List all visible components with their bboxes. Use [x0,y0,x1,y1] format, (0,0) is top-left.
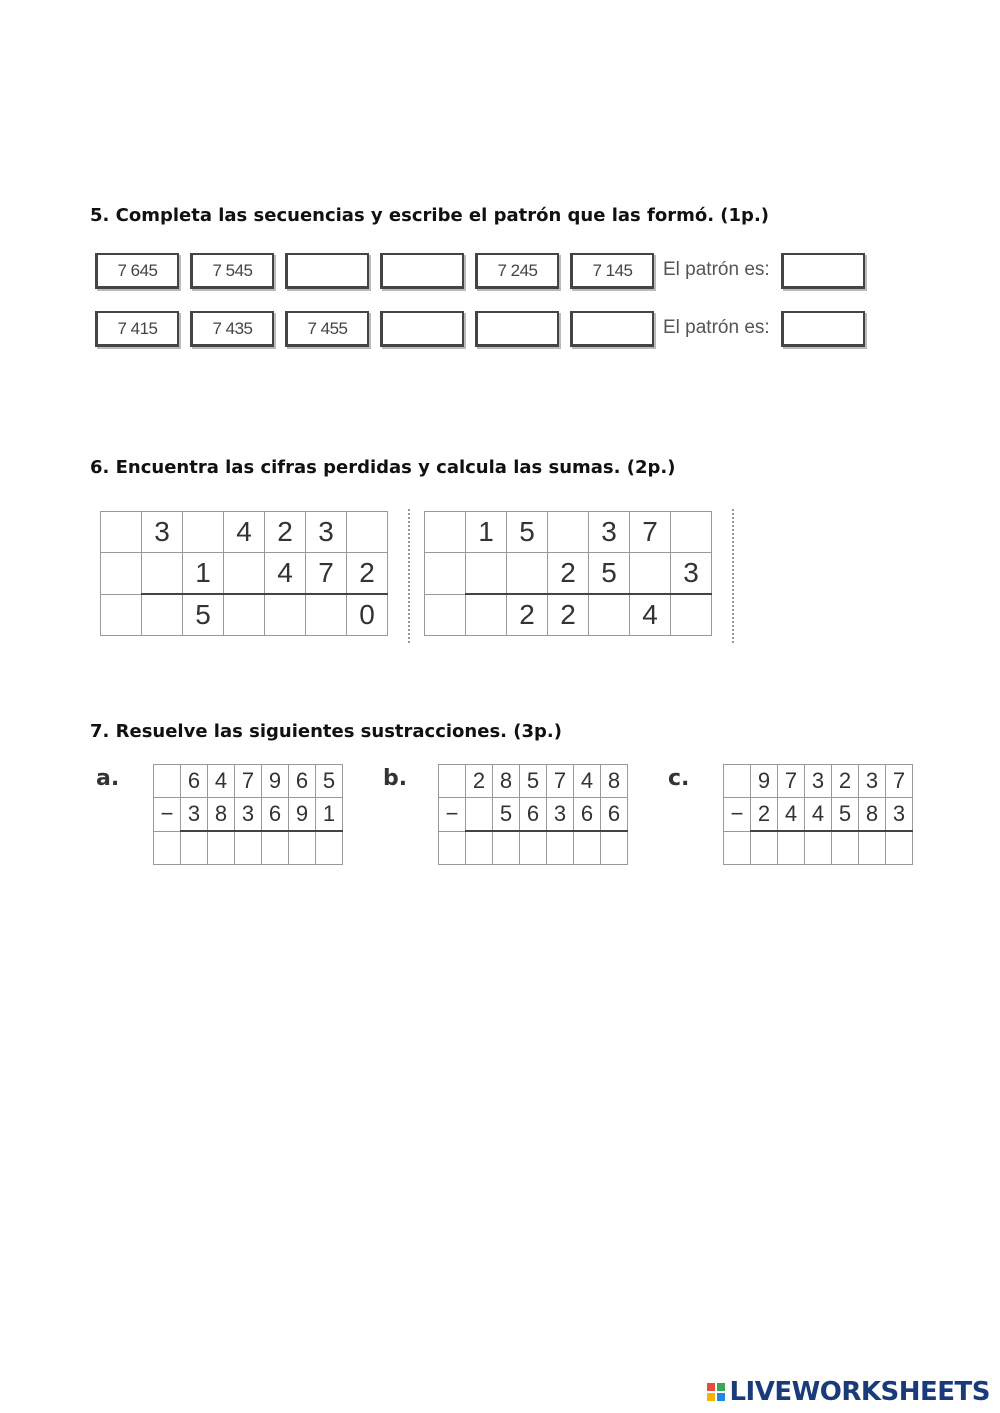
grid-cell[interactable] [630,553,671,595]
answer-cell[interactable] [547,831,574,865]
grid-digit: 5 [507,512,548,553]
grid-digit: 4 [208,765,235,798]
sequence-answer-box[interactable] [570,311,654,347]
grid-digit: 7 [630,512,671,553]
addition-grid-1 [100,511,388,636]
grid-cell[interactable] [425,553,466,595]
pattern-answer-box[interactable] [781,253,865,289]
grid-digit: 5 [832,798,859,832]
grid-digit: 4 [265,553,306,595]
grid-cell[interactable] [101,553,142,595]
problem-label-a: a. [96,766,120,791]
sequence-box: 7 645 [95,253,179,289]
sequence-answer-input[interactable] [290,257,365,284]
logo-square-3 [707,1393,715,1401]
subtraction-grid-b [438,764,628,865]
digit-input[interactable] [520,832,546,864]
answer-cell[interactable] [154,831,181,865]
digit-input[interactable] [224,595,264,635]
digit-input[interactable] [859,832,885,864]
addition-grid-2 [424,511,712,636]
sequence-answer-box[interactable] [380,253,464,289]
grid-cell[interactable] [466,553,507,595]
logo-text: LIVEWORKSHEETS [729,1377,990,1407]
grid-digit [154,765,181,798]
grid-digit: 4 [778,798,805,832]
grid-digit: 3 [181,798,208,832]
grid-digit: 3 [859,765,886,798]
digit-input[interactable] [466,595,506,635]
grid-digit [724,765,751,798]
grid-cell[interactable] [671,512,712,553]
answer-cell[interactable] [181,831,208,865]
liveworksheets-logo [707,1377,990,1407]
grid-digit: 3 [235,798,262,832]
grid-digit: 3 [805,765,832,798]
grid-cell[interactable] [548,512,589,553]
grid-cell[interactable] [101,594,142,636]
grid-digit: 6 [574,798,601,832]
answer-cell[interactable] [208,831,235,865]
grid-digit: 2 [751,798,778,832]
grid-digit: 5 [493,798,520,832]
sequence-answer-box[interactable] [285,253,369,289]
sequence-answer-box[interactable] [380,311,464,347]
grid-digit: 7 [547,765,574,798]
grid-cell[interactable] [224,553,265,595]
answer-cell[interactable] [235,831,262,865]
digit-input[interactable] [235,832,261,864]
grid-digit: 2 [832,765,859,798]
answer-cell[interactable] [886,831,913,865]
digit-input[interactable] [548,512,588,552]
sequence-answer-input[interactable] [385,315,460,342]
grid-digit: 0 [347,594,388,636]
minus-sign: − [724,798,751,832]
grid-digit: 7 [235,765,262,798]
answer-cell[interactable] [466,831,493,865]
answer-cell[interactable] [805,831,832,865]
grid-cell[interactable] [347,512,388,553]
grid-cell[interactable] [306,594,347,636]
digit-input[interactable] [101,595,141,636]
sequence-box: 7 435 [190,311,274,347]
grid-digit: 1 [316,798,343,832]
grid-digit: 6 [289,765,316,798]
sequence-box: 7 455 [285,311,369,347]
logo-square-1 [707,1383,715,1391]
grid-digit: 2 [265,512,306,553]
digit-input[interactable] [425,512,465,552]
grid-digit: 3 [547,798,574,832]
digit-input[interactable] [425,553,465,594]
logo-square-2 [717,1383,725,1391]
grid-digit: 8 [208,798,235,832]
logo-square-4 [717,1393,725,1401]
digit-input[interactable] [183,512,223,552]
grid-digit: 4 [805,798,832,832]
digit-input[interactable] [425,595,465,636]
grid-cell[interactable] [142,553,183,595]
answer-cell[interactable] [493,831,520,865]
pattern-answer-input[interactable] [786,257,861,284]
digit-input[interactable] [671,512,711,552]
sequence-box: 7 415 [95,311,179,347]
grid-digit: 8 [601,765,628,798]
minus-sign: − [439,798,466,832]
digit-input[interactable] [224,553,264,593]
grid-digit: 2 [548,594,589,636]
grid-cell[interactable] [425,594,466,636]
digit-input[interactable] [601,832,627,864]
digit-input[interactable] [466,553,506,593]
grid-digit: 2 [548,553,589,595]
digit-input[interactable] [671,595,711,635]
sequence-answer-box[interactable] [475,311,559,347]
grid-digit: 9 [751,765,778,798]
answer-cell[interactable] [520,831,547,865]
sequence-answer-input[interactable] [385,257,460,284]
digit-input[interactable] [466,832,492,864]
digit-input[interactable] [886,832,912,864]
grid-cell[interactable] [589,594,630,636]
digit-input[interactable] [805,832,831,864]
digit-input[interactable] [101,512,141,552]
digit-input[interactable] [289,832,315,864]
digit-input[interactable] [724,832,750,865]
digit-input[interactable] [208,832,234,864]
digit-input[interactable] [778,832,804,864]
grid-digit: 9 [289,798,316,832]
grid-cell[interactable] [101,512,142,553]
grid-digit: 3 [886,798,913,832]
subtraction-grid-a [153,764,343,865]
grid-digit: 5 [520,765,547,798]
sequence-answer-input[interactable] [480,315,555,342]
grid-digit: 6 [262,798,289,832]
grid-digit: 7 [778,765,805,798]
sequence-box: 7 545 [190,253,274,289]
grid-digit: 8 [859,798,886,832]
grid-cell[interactable] [183,512,224,553]
grid-digit: 2 [466,765,493,798]
digit-input[interactable] [142,595,182,635]
grid-digit: 4 [574,765,601,798]
grid-digit: 7 [306,553,347,595]
grid-cell[interactable] [425,512,466,553]
grid-digit [466,798,493,832]
digit-input[interactable] [347,512,387,552]
answer-cell[interactable] [832,831,859,865]
grid-digit: 7 [886,765,913,798]
digit-input[interactable] [547,832,573,864]
problem-label-b: b. [383,766,408,791]
grid-digit: 4 [630,594,671,636]
grid-digit: 9 [262,765,289,798]
grid-digit: 3 [142,512,183,553]
grid-digit: 8 [493,765,520,798]
problem-label-c: c. [668,766,690,791]
sequence-box: 7 145 [570,253,654,289]
digit-input[interactable] [142,553,182,593]
digit-input[interactable] [751,832,777,864]
digit-input[interactable] [832,832,858,864]
grid-cell[interactable] [265,594,306,636]
answer-cell[interactable] [859,831,886,865]
digit-input[interactable] [306,595,346,635]
grid-cell[interactable] [507,553,548,595]
grid-digit: 6 [520,798,547,832]
digit-input[interactable] [154,832,180,865]
grid-cell[interactable] [466,594,507,636]
grid-digit: 2 [507,594,548,636]
grid-digit [439,765,466,798]
pattern-label: El patrón es: [663,259,770,280]
digit-input[interactable] [181,832,207,864]
digit-input[interactable] [101,553,141,594]
answer-cell[interactable] [574,831,601,865]
digit-input[interactable] [507,553,547,593]
digit-input[interactable] [630,553,670,593]
grid-digit: 3 [671,553,712,595]
answer-cell[interactable] [316,831,343,865]
exercise-5-heading: 5. Completa las secuencias y escribe el patrón que las formó. (1p.) [90,205,770,226]
answer-cell[interactable] [262,831,289,865]
pattern-label: El patrón es: [663,317,770,338]
digit-input[interactable] [589,595,629,635]
subtraction-grid-c [723,764,913,865]
grid-cell[interactable] [142,594,183,636]
exercise-7-heading: 7. Resuelve las siguientes sustracciones. (3p.) [90,721,562,742]
answer-cell[interactable] [289,831,316,865]
sequence-answer-input[interactable] [575,315,650,342]
exercise-6-heading: 6. Encuentra las cifras perdidas y calcula las sumas. (2p.) [90,457,676,478]
logo-mark-icon [707,1383,725,1401]
sequence-box: 7 245 [475,253,559,289]
grid-digit: 1 [466,512,507,553]
grid-cell[interactable] [224,594,265,636]
digit-input[interactable] [316,832,342,864]
grid-digit: 5 [183,594,224,636]
digit-input[interactable] [262,832,288,864]
grid-digit: 5 [589,553,630,595]
grid-digit: 3 [589,512,630,553]
grid-digit: 2 [347,553,388,595]
answer-cell[interactable] [724,831,751,865]
grid-digit: 6 [181,765,208,798]
divider [408,509,410,643]
grid-digit: 6 [601,798,628,832]
pattern-answer-box[interactable] [781,311,865,347]
digit-input[interactable] [574,832,600,864]
grid-cell[interactable] [671,594,712,636]
grid-digit: 5 [316,765,343,798]
digit-input[interactable] [439,832,465,865]
divider [732,509,734,643]
grid-digit: 1 [183,553,224,595]
answer-cell[interactable] [439,831,466,865]
answer-cell[interactable] [778,831,805,865]
answer-cell[interactable] [601,831,628,865]
answer-cell[interactable] [751,831,778,865]
minus-sign: − [154,798,181,832]
pattern-answer-input[interactable] [786,315,861,342]
digit-input[interactable] [493,832,519,864]
grid-digit: 3 [306,512,347,553]
grid-digit: 4 [224,512,265,553]
digit-input[interactable] [265,595,305,635]
